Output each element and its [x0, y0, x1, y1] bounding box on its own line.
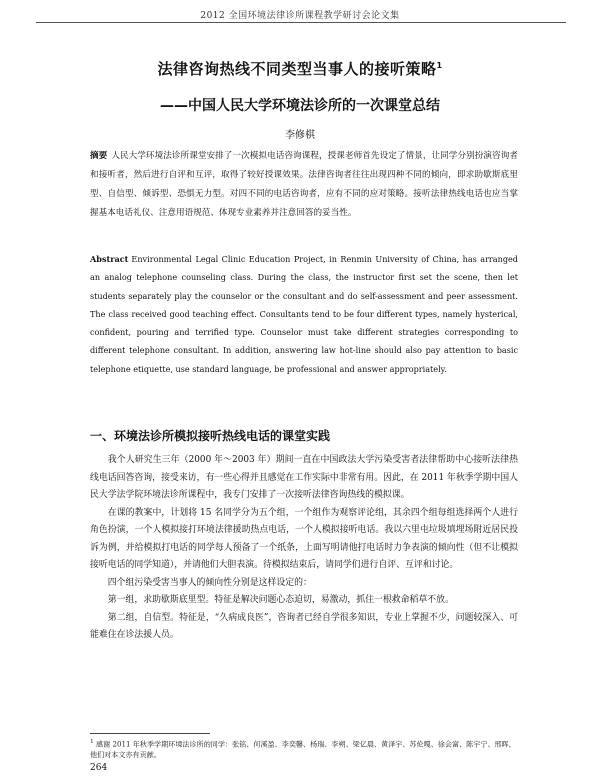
abstract-english — [90, 250, 518, 378]
footnote-rule — [90, 733, 210, 734]
abstract-cn-text: 人民大学环境法诊所课堂安排了一次模拟电话咨询课程，授课老师首先设定了情景，让同学分别扮演咨询者和接听者，然后进行自评和互评，取得了较好授课效果。法律咨询者往往出现四种不同的倾向，即求助歇斯底里型、自信型、倾诉型、恐惧无力型。对四不同的电话咨询者，应有不同的应对策略。接听法律热线电话也应当掌握基本电话礼仪、注意用语规范、体现专业素养并注意回答的妥当性。 — [90, 151, 518, 218]
footnote — [90, 737, 520, 760]
abstract-chinese — [90, 147, 518, 223]
abstract-en-text: Environmental Legal Clinic Education Project, in Renmin University of China, has arranged an analog telephone counseling class. During the class, the instructor first set the scene, then let students separately play the counselor or the consultant and do self-assessment and peer assessment. The class received good teaching effect. Consultants tend to be four different types, namely hysterical, confident, pouring and terrified type. Counselor must take different strategies corresponding to different telephone consultant. In addition, answering law hot-line should also pay attention to basic telephone etiquette, use standard language, be professional and answer appropriately. — [90, 254, 518, 374]
paragraph: 我个人研究生三年（2000 年～2003 年）期间一直在中国政法大学污染受害者法律帮助中心接听法律热线电话回答咨询，接受来访，有一些心得并且感觉在工作实际中非常有用。因此，在 2011 年秋季学期中国人民大学法学院环境法诊所课程中，我专门安排了一次接听法律咨询热线的模拟课。 — [90, 455, 518, 500]
paragraph: 四个组污染受害当事人的倾向性分别是这样设定的： — [107, 577, 312, 588]
author-name: 李修棋 — [285, 130, 315, 141]
footnote-mark: 1 — [90, 739, 94, 745]
header-rule — [36, 22, 566, 23]
article-subtitle: ——中国人民大学环境法诊所的一次课堂总结 — [160, 98, 440, 114]
page-number: 264 — [90, 763, 108, 773]
abstract-cn-label: 摘要 — [90, 151, 108, 161]
title-text: 法律咨询热线不同类型当事人的接听策略 — [157, 60, 437, 78]
paragraph: 在课的教案中，计划将 15 名同学分为五个组，一个组作为观察评论组，其余四个组每组选择两个人进行角色扮演，一个人模拟接打环境法律援助热点电话，一个人模拟接听电话。我以六里屯垃圾填埋场附近居民投诉为例，并给模拟打电话的同学每人预备了一个纸条，上面写明请他打电话时力争表演的倾向性（但不让模拟接听电话的同学知道），并请他们大胆表演。待模拟结束后，请同学们进行自评、互评和讨论。 — [90, 507, 518, 570]
running-header: 2012 全国环境法律诊所课程教学研讨会论文集 — [200, 11, 400, 21]
group-description: 第二组，自信型。特征是，“久病成良医”，咨询者已经自学很多知识，专业上掌握不少，问题较深入、可能难住在诊法援人员。 — [90, 612, 518, 640]
title-footnote-mark: 1 — [436, 61, 443, 70]
section-heading: 一、环境法诊所模拟接听热线电话的课堂实践 — [90, 429, 331, 443]
group-description: 第一组，求助歇斯底里型。特征是解决问题心态迫切，易激动，抓住一根救命稻草不放。 — [107, 595, 454, 605]
body-text — [90, 452, 518, 645]
abstract-en-label: Abstract — [90, 254, 129, 264]
footnote-text: 感谢 2011 年秋季学期环境法诊所的同学：张铭、何溪盈、李奕馨、杨瑞、李朔、梁亿晨、黄泽宇、苏伦嘎、徐会富、陈宇宁、邢晖，他们对本文亦有贡献。 — [90, 739, 516, 759]
article-title — [0, 58, 600, 79]
